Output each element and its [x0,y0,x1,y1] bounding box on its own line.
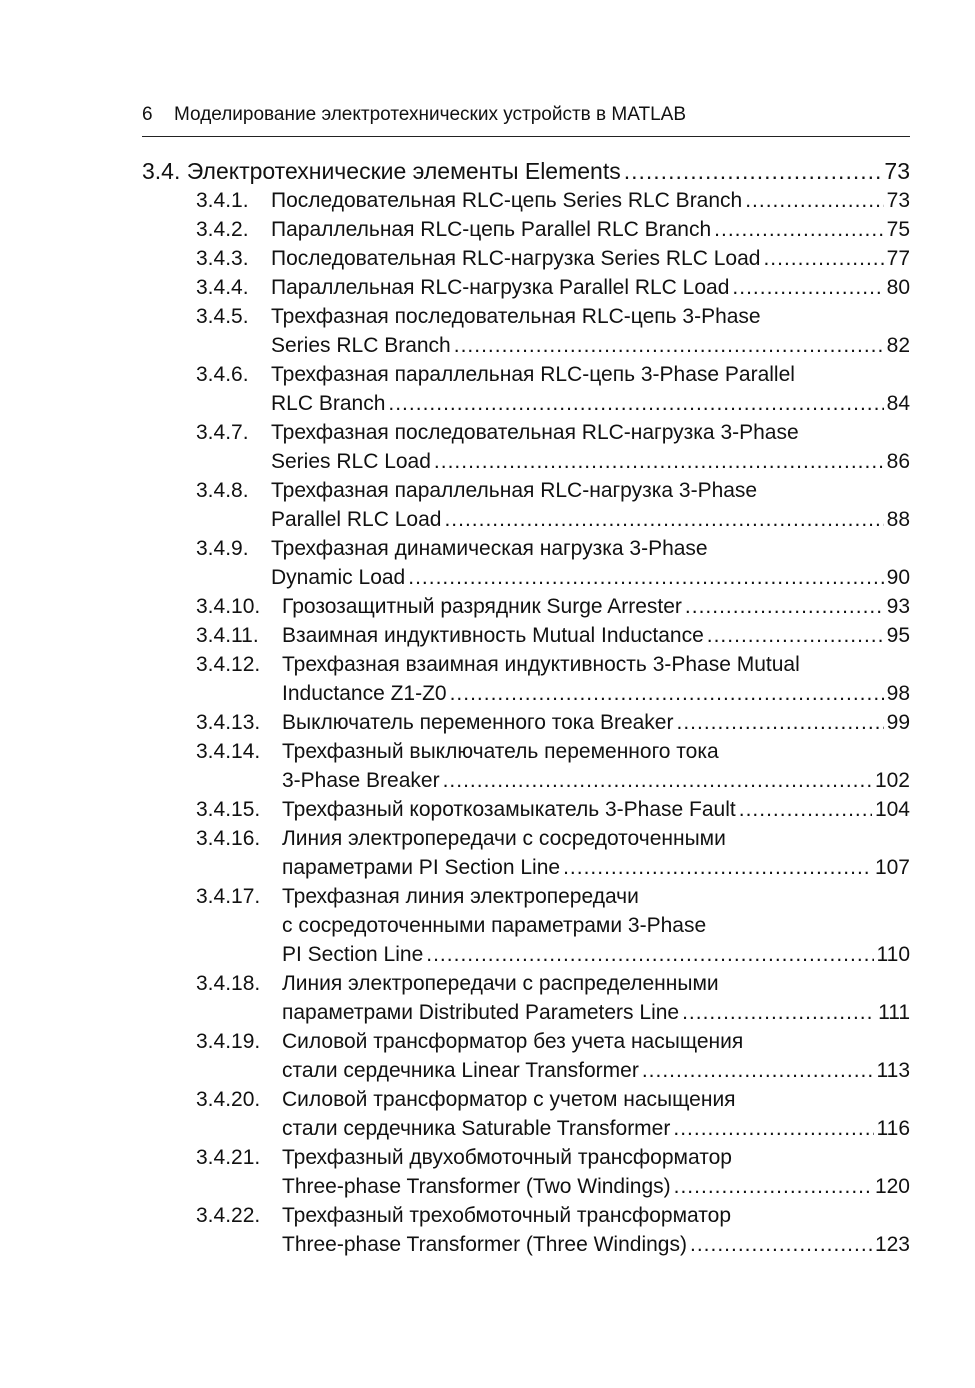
leader-dots [707,621,884,650]
toc-entry-title-line: Series RLC Load [271,450,431,473]
toc-entry-number: 3.4.16. [196,827,261,850]
toc-entry-title-line: Трехфазный короткозамыкатель 3-Phase Fault [282,798,736,821]
toc-entry-title-line: Series RLC Branch [271,334,451,357]
toc-entry[interactable] [196,795,910,824]
toc-entry-number: 3.4.10. [196,595,261,618]
leader-dots [434,447,884,476]
toc-entry-title-line: Последовательная RLC-нагрузка Series RLC Load [271,247,761,270]
toc-entry-page: 98 [886,682,910,705]
toc-entry-number: 3.4.3. [196,247,249,270]
toc-entry-title-line: Трехфазная линия электропередачи [282,885,639,908]
toc-entry-number: 3.4.17. [196,885,261,908]
leader-dots [443,766,872,795]
toc-entry-title-line: Линия электропередачи с сосредоточенными [282,827,726,850]
toc-entry-number: 3.4.9. [196,537,249,560]
toc-entry-page: 120 [874,1175,910,1198]
toc-entry-title-line: Линия электропередачи с распределенными [282,972,719,995]
leader-dots [714,215,883,244]
toc-entry-body [271,186,910,215]
toc-entry-body [282,737,910,795]
toc-entry-title-line: Трехфазная динамическая нагрузка 3-Phase [271,537,708,560]
leader-dots [685,592,884,621]
toc-entry-body [282,1201,910,1259]
toc-entry[interactable] [196,186,910,215]
toc-entry-number: 3.4.7. [196,421,249,444]
toc-entry[interactable] [196,244,910,273]
toc-entry-number: 3.4.6. [196,363,249,386]
toc-entry-title-line: стали сердечника Saturable Transformer [282,1117,671,1140]
toc-entry-page: 86 [886,450,910,473]
toc-entry-body [271,360,910,418]
toc-entry[interactable] [196,708,910,737]
toc-section-page: 73 [884,158,910,184]
toc-entry-title-line: Трехфазная последовательная RLC-нагрузка 3-Phase [271,421,799,444]
toc-entry-number: 3.4.18. [196,972,261,995]
toc-entry-title-line: Трехфазная параллельная RLC-цепь 3-Phase Parallel [271,363,795,386]
toc-entry-body [271,418,910,476]
toc-entry[interactable] [196,882,910,969]
toc-entry-body [282,592,910,621]
toc-entry-page: 104 [874,798,910,821]
toc-entry-page: 99 [886,711,910,734]
leader-dots [739,795,872,824]
toc-entry-number: 3.4.5. [196,305,249,328]
toc-entry-title-line: Грозозащитный разрядник Surge Arrester [282,595,682,618]
leader-dots [690,1230,872,1259]
toc-entry[interactable] [196,215,910,244]
leader-dots [745,186,883,215]
toc-entry-body [282,1085,910,1143]
toc-entry-page: 80 [886,276,910,299]
toc-entry-page: 116 [876,1117,910,1140]
toc-entry-page: 84 [886,392,910,415]
toc-section-title: Электротехнические элементы Elements [186,158,621,184]
toc-entry[interactable] [196,418,910,476]
leader-dots [674,1172,872,1201]
toc-entry-body [282,1143,910,1201]
toc-entry-body [271,244,910,273]
leader-dots [673,1114,873,1143]
toc-entry-body [282,1027,910,1085]
toc-entry-title-line: Трехфазный трехобмоточный трансформатор [282,1204,731,1227]
toc-entry[interactable] [196,621,910,650]
leader-dots [444,505,883,534]
toc-entry-number: 3.4.14. [196,740,261,763]
toc-entry-title-line: параметрами Distributed Parameters Line [282,1001,680,1024]
toc-entry[interactable] [196,824,910,882]
toc-entry-body [271,476,910,534]
leader-dots [563,853,872,882]
toc-entry-title-line: Взаимная индуктивность Mutual Inductance [282,624,704,647]
running-header [142,102,910,137]
toc-entry-title-line: с сосредоточенными параметрами 3-Phase [282,914,707,937]
toc-entry[interactable] [196,302,910,360]
toc-entry-title-line: Three-phase Transformer (Two Windings) [282,1175,671,1198]
leader-dots [388,389,883,418]
toc-entry[interactable] [196,1201,910,1259]
leader-dots [642,1056,874,1085]
leader-dots [682,998,875,1027]
toc-entry[interactable] [196,1085,910,1143]
toc-entry-title-line: стали сердечника Linear Transformer [282,1059,639,1082]
toc-entry-body [271,215,910,244]
toc-entry-page: 93 [886,595,910,618]
toc-entry-number: 3.4.22. [196,1204,261,1227]
toc-entry-title-line: Трехфазная последовательная RLC-цепь 3-Phase [271,305,761,328]
toc-entry-title-line: Параллельная RLC-цепь Parallel RLC Branch [271,218,712,241]
toc-entry-title-line: Силовой трансформатор с учетом насыщения [282,1088,736,1111]
toc-entry[interactable] [196,1027,910,1085]
toc-entry-page: 75 [886,218,910,241]
toc-entry-title-line: Силовой трансформатор без учета насыщения [282,1030,744,1053]
toc-entry[interactable] [196,650,910,708]
leader-dots [624,156,882,186]
toc-entry[interactable] [196,592,910,621]
toc-entry-body [282,824,910,882]
leader-dots [408,563,883,592]
toc-entry-page: 102 [874,769,910,792]
toc-entry-body [271,273,910,302]
toc-entry[interactable] [196,273,910,302]
toc-entry[interactable] [196,534,910,592]
toc-entry-page: 110 [876,943,910,966]
toc-entry-title-line: Three-phase Transformer (Three Windings) [282,1233,687,1256]
toc-entry-number: 3.4.19. [196,1030,261,1053]
toc-entry-title-line: PI Section Line [282,943,424,966]
toc-entry-page: 107 [874,856,910,879]
toc-entry-number: 3.4.4. [196,276,249,299]
leader-dots [732,273,883,302]
toc-entry-title-line: Трехфазная взаимная индуктивность 3-Phase Mutual [282,653,800,676]
toc-entry-body [271,302,910,360]
toc-entry-body [271,534,910,592]
toc-entry-title-line: Parallel RLC Load [271,508,442,531]
toc-section-number: 3.4. [142,158,181,184]
running-title: Моделирование электротехнических устройств в MATLAB [174,104,687,125]
toc-entry-body [282,882,910,969]
toc-entry-list [142,186,910,1259]
toc-entry-number: 3.4.15. [196,798,261,821]
toc-entry-page: 123 [874,1233,910,1256]
toc-entry-page: 73 [886,189,910,212]
toc-entry-number: 3.4.1. [196,189,249,212]
page-number: 6 [142,104,153,125]
leader-dots [450,679,884,708]
leader-dots [676,708,883,737]
toc-entry-title-line: Трехфазный двухобмоточный трансформатор [282,1146,732,1169]
toc-section-entry[interactable] [142,156,910,186]
toc-entry[interactable] [196,969,910,1027]
toc-entry-title-line: Inductance Z1-Z0 [282,682,447,705]
toc-entry-number: 3.4.20. [196,1088,261,1111]
toc-entry-page: 77 [886,247,910,270]
toc-entry-body [282,650,910,708]
toc-entry-page: 90 [886,566,910,589]
toc-entry-title-line: 3-Phase Breaker [282,769,440,792]
toc-entry[interactable] [196,476,910,534]
toc-entry-number: 3.4.2. [196,218,249,241]
toc-entry-body [282,969,910,1027]
toc-entry-title-line: Dynamic Load [271,566,406,589]
leader-dots [426,940,873,969]
toc-entry-title-line: Выключатель переменного тока Breaker [282,711,674,734]
toc-entry-number: 3.4.12. [196,653,261,676]
toc-entry-number: 3.4.13. [196,711,261,734]
leader-dots [763,244,883,273]
toc-entry-title-line: Последовательная RLC-цепь Series RLC Branch [271,189,743,212]
toc-entry-number: 3.4.21. [196,1146,261,1169]
leader-dots [454,331,884,360]
toc-entry-title-line: параметрами PI Section Line [282,856,561,879]
toc-entry-page: 113 [876,1059,910,1082]
toc-entry-body [282,621,910,650]
toc-entry-title-line: Трехфазная параллельная RLC-нагрузка 3-Phase [271,479,758,502]
toc-entry-title-line: Параллельная RLC-нагрузка Parallel RLC Load [271,276,730,299]
toc-entry-page: 95 [886,624,910,647]
toc-entry-page: 88 [886,508,910,531]
toc-entry[interactable] [196,1143,910,1201]
toc-entry-body [282,708,910,737]
toc-entry-number: 3.4.11. [196,624,259,647]
toc-entry[interactable] [196,360,910,418]
toc-entry-page: 111 [878,1001,910,1024]
toc-entry-page: 82 [886,334,910,357]
toc-entry-body [282,795,910,824]
toc-entry-number: 3.4.8. [196,479,249,502]
table-of-contents [142,156,910,1259]
toc-entry-title-line: RLC Branch [271,392,386,415]
toc-entry-title-line: Трехфазный выключатель переменного тока [282,740,719,763]
toc-entry[interactable] [196,737,910,795]
